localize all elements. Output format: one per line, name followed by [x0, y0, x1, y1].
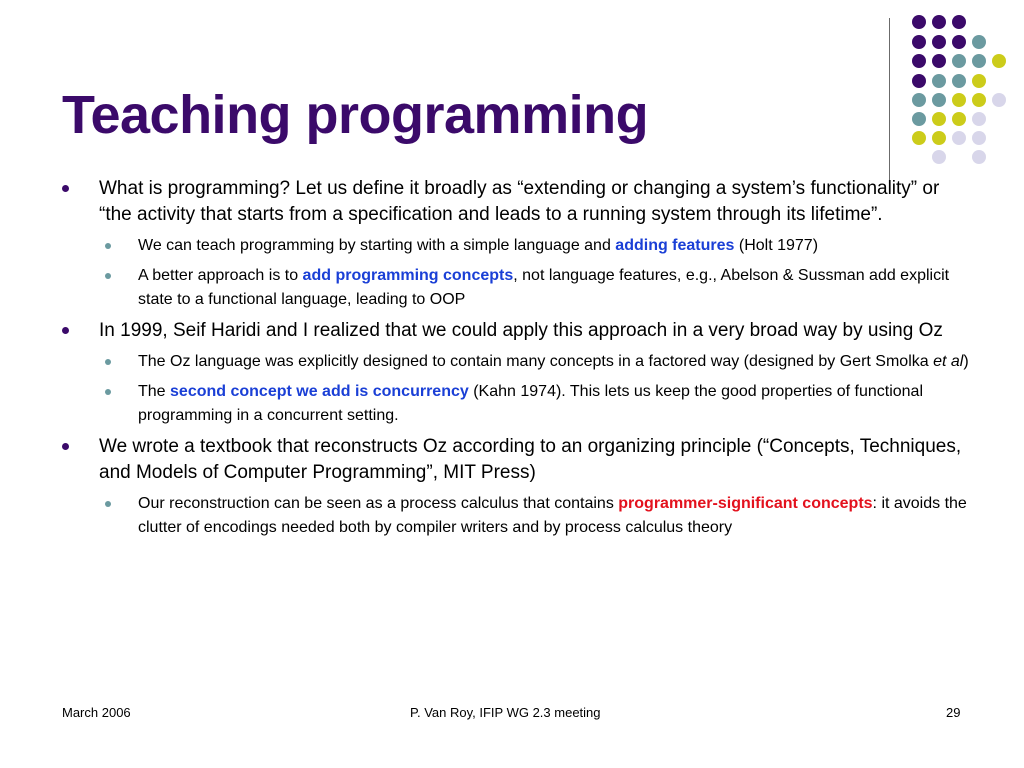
- bullet-2: In 1999, Seif Haridi and I realized that we could apply this approach in a very broad way by using Oz: [62, 318, 972, 344]
- decor-dot-purple: [932, 54, 946, 68]
- decor-dot-yellow: [972, 93, 986, 107]
- decor-dot-yellow: [952, 93, 966, 107]
- decor-dot-lavender: [952, 131, 966, 145]
- decor-dot-yellow: [992, 54, 1006, 68]
- decor-dot-teal: [952, 54, 966, 68]
- footer-date: March 2006: [62, 705, 131, 720]
- decor-dot-yellow: [932, 131, 946, 145]
- decor-dot-teal: [912, 112, 926, 126]
- decor-dot-yellow: [912, 131, 926, 145]
- decor-dot-purple: [932, 35, 946, 49]
- decor-dot-purple: [912, 35, 926, 49]
- decor-dot-lavender: [992, 93, 1006, 107]
- sub-bullet-3-1: Our reconstruction can be seen as a process calculus that contains programmer-significant concepts: it avoids the clutter of encodings needed both by compiler writers and by process calculus theory: [138, 492, 972, 540]
- slide-title: Teaching programming: [62, 85, 649, 145]
- sub-bullet-2-1: The Oz language was explicitly designed to contain many concepts in a factored way (designed by Gert Smolka et al): [138, 350, 972, 374]
- sub-bullet-2-2: The second concept we add is concurrency (Kahn 1974). This lets us keep the good properties of functional programming in a concurrent setting.: [138, 380, 972, 428]
- sub-bullet-1-1: We can teach programming by starting with a simple language and adding features (Holt 1977): [138, 234, 972, 258]
- decor-dot-teal: [972, 35, 986, 49]
- decor-dot-lavender: [932, 150, 946, 164]
- slide-body: [62, 176, 972, 546]
- decor-dot-lavender: [972, 112, 986, 126]
- decor-dot-purple: [932, 15, 946, 29]
- footer-page-number: 29: [946, 705, 961, 720]
- decor-dot-teal: [932, 93, 946, 107]
- decor-dot-teal: [952, 74, 966, 88]
- decor-dot-purple: [912, 15, 926, 29]
- decor-dot-yellow: [952, 112, 966, 126]
- sub-bullet-1-2: A better approach is to add programming concepts, not language features, e.g., Abelson & Sussman add explicit state to a functional language, leading to OOP: [138, 264, 972, 312]
- decor-dot-purple: [912, 54, 926, 68]
- decor-dot-yellow: [932, 112, 946, 126]
- decor-dot-teal: [932, 74, 946, 88]
- footer-center: P. Van Roy, IFIP WG 2.3 meeting: [410, 705, 601, 720]
- decor-dot-teal: [912, 93, 926, 107]
- bullet-3: We wrote a textbook that reconstructs Oz according to an organizing principle (“Concepts, Techniques, and Models of Computer Programming”, MIT Press): [62, 434, 972, 486]
- decor-dot-lavender: [972, 150, 986, 164]
- highlight-programmer-significant: programmer-significant concepts: [618, 495, 873, 512]
- decor-dot-yellow: [972, 74, 986, 88]
- decor-dot-teal: [972, 54, 986, 68]
- decor-dot-purple: [952, 35, 966, 49]
- decor-dot-lavender: [972, 131, 986, 145]
- decor-dot-purple: [912, 74, 926, 88]
- divider-line: [889, 18, 890, 186]
- highlight-adding-features: adding features: [615, 237, 735, 254]
- decor-dot-purple: [952, 15, 966, 29]
- bullet-1: What is programming? Let us define it broadly as “extending or changing a system’s functionality” or “the activity that starts from a specification and leads to a running system through its lifetime”.: [62, 176, 972, 228]
- highlight-add-programming-concepts: add programming concepts: [302, 267, 514, 284]
- highlight-second-concept: second concept we add is concurrency: [170, 383, 469, 400]
